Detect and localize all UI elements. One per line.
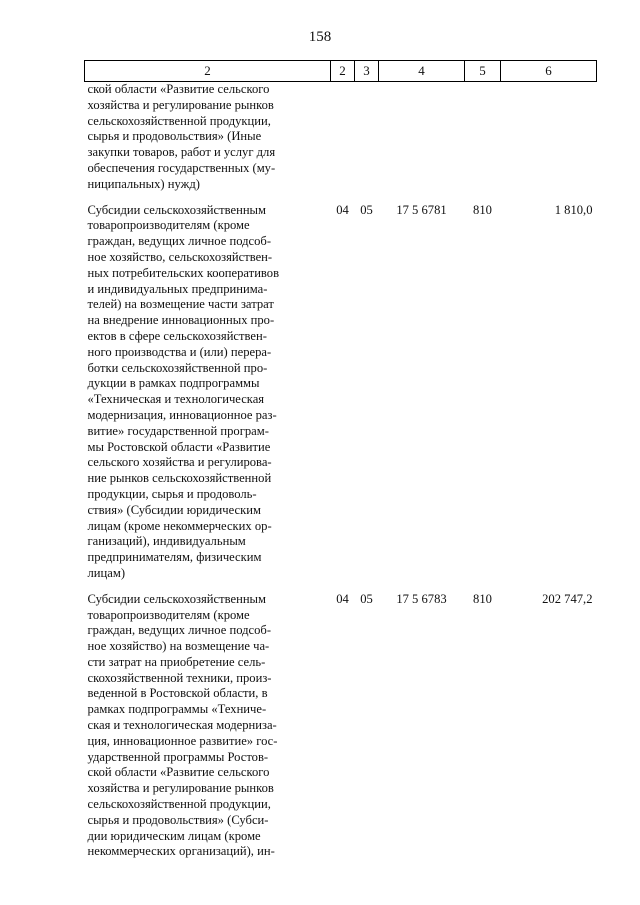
text-line: и индивидуальных предпринима-: [87, 281, 268, 296]
row-amount: [501, 82, 597, 193]
text-line: лицам (кроме некоммерческих ор-: [87, 518, 272, 533]
text-line: закупки товаров, работ и услуг для: [87, 145, 276, 160]
table-row: [85, 592, 597, 861]
text-line: Субсидии сельскохозяйственным: [87, 202, 266, 217]
text-line: продукции, сырья и продоволь-: [87, 486, 257, 501]
text-line: товаропроизводителям (кроме: [87, 218, 250, 233]
text-line: ного производства и (или) перера-: [87, 344, 272, 359]
table-row: [85, 82, 597, 193]
row-section: [331, 82, 355, 193]
header-cell-amount: 6: [501, 61, 597, 82]
text-line: предпринимателям, физическим: [87, 550, 262, 565]
text-line: обеспечения государственных (му-: [87, 160, 276, 175]
text-line: дии юридическим лицам (кроме: [87, 828, 261, 843]
row-amount: 1 810,0: [554, 202, 593, 217]
row-expense-type: 810: [473, 202, 492, 217]
text-line: ской области «Развитие сельского: [87, 765, 270, 780]
text-line: ударственной программы Ростов-: [87, 749, 269, 764]
header-cell-target-article: 4: [379, 61, 465, 82]
text-line: ниципальных) нужд): [87, 176, 200, 191]
row-target-article: 17 5 6783: [396, 591, 447, 606]
text-line: ное хозяйство) на возмещение ча-: [87, 639, 270, 654]
text-line: сельского хозяйства и регулирова-: [87, 455, 272, 470]
text-line: телей) на возмещение части затрат: [87, 297, 274, 312]
row-subsection: 05: [360, 202, 373, 217]
row-subsection: [355, 82, 379, 193]
header-cell-description: 2: [85, 61, 331, 82]
row-amount: 202 747,2: [542, 591, 593, 606]
text-line: сырья и продовольствия» (Иные: [87, 129, 262, 144]
row-expense-type: 810: [473, 591, 492, 606]
row-target-article: 17 5 6781: [396, 202, 447, 217]
text-line: лицам): [87, 565, 126, 580]
budget-table: [84, 60, 597, 860]
text-line: скохозяйственной техники, произ-: [87, 670, 272, 685]
text-line: ция, инновационное развитие» гос-: [87, 733, 278, 748]
text-line: граждан, ведущих личное подсоб-: [87, 234, 272, 249]
text-line: ганизаций), индивидуальным: [87, 534, 246, 549]
header-cell-expense-type: 5: [465, 61, 501, 82]
text-line: модернизация, инновационное раз-: [87, 407, 277, 422]
row-section: 04: [336, 591, 349, 606]
page-number: 158: [308, 29, 332, 45]
text-line: сельскохозяйственной продукции,: [87, 797, 271, 812]
text-line: «Техническая и технологическая: [87, 392, 265, 407]
row-expense-type: [465, 82, 501, 193]
table-row: [85, 203, 597, 582]
text-line: товаропроизводителям (кроме: [87, 607, 250, 622]
row-subsection: 05: [360, 591, 373, 606]
row-description: [85, 82, 331, 193]
text-line: рамках подпрограммы «Техниче-: [87, 702, 267, 717]
text-line: ботки сельскохозяйственной про-: [87, 360, 268, 375]
text-line: дукции в рамках подпрограммы: [87, 376, 260, 391]
row-description: [85, 203, 331, 582]
text-line: Субсидии сельскохозяйственным: [87, 591, 266, 606]
header-cell-section: 2: [331, 61, 355, 82]
text-line: на внедрение инновационных про-: [87, 313, 275, 328]
text-line: некоммерческих организаций), ин-: [87, 844, 275, 859]
text-line: витие» государственной програм-: [87, 423, 269, 438]
text-line: ствия» (Субсидии юридическим: [87, 502, 261, 517]
row-description: [85, 592, 331, 861]
row-target-article: [379, 82, 465, 193]
text-line: сти затрат на приобретение сель-: [87, 654, 266, 669]
text-line: ное хозяйство, сельскохозяйствен-: [87, 249, 273, 264]
text-line: сельскохозяйственной продукции,: [87, 113, 271, 128]
text-line: ская и технологическая модерниза-: [87, 718, 277, 733]
text-line: ектов в сфере сельскохозяйствен-: [87, 328, 267, 343]
text-line: хозяйства и регулирование рынков: [87, 781, 274, 796]
text-line: сырья и продовольствия» (Субси-: [87, 812, 269, 827]
table-header-row: [85, 61, 597, 82]
text-line: ние рынков сельскохозяйственной: [87, 471, 272, 486]
text-line: хозяйства и регулирование рынков: [87, 97, 274, 112]
text-line: мы Ростовской области «Развитие: [87, 439, 271, 454]
header-cell-subsection: 3: [355, 61, 379, 82]
text-line: ской области «Развитие сельского: [87, 82, 270, 96]
text-line: веденной в Ростовской области, в: [87, 686, 268, 701]
text-line: ных потребительских кооперативов: [87, 265, 280, 280]
text-line: граждан, ведущих личное подсоб-: [87, 623, 272, 638]
row-section: 04: [336, 202, 349, 217]
